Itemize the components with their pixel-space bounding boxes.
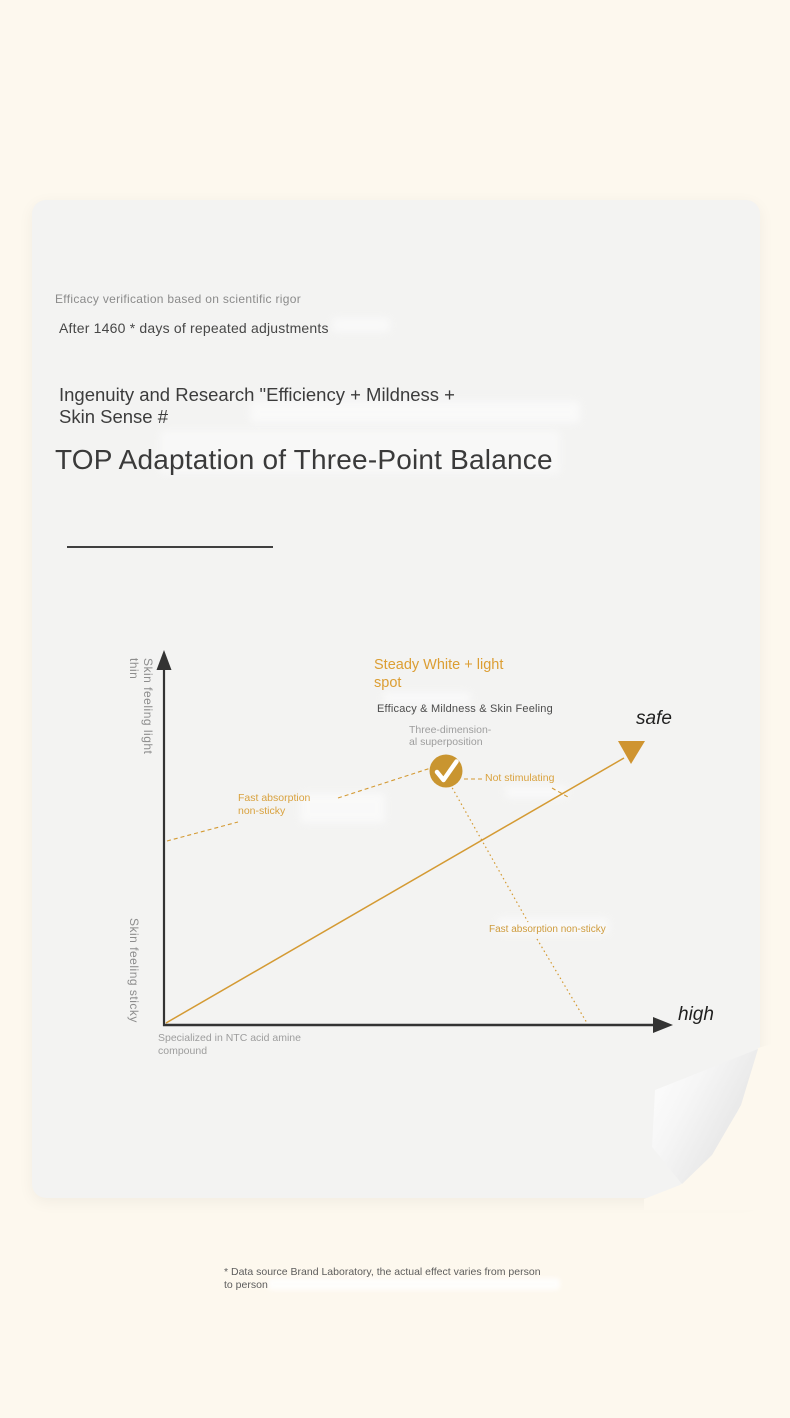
disclaimer-line2: to person — [224, 1279, 268, 1291]
y-axis-label-top-line1: Skin feeling light — [141, 658, 155, 755]
check-circle-marker — [430, 755, 463, 788]
fast-absorption-label-1-line2: non-sticky — [238, 805, 286, 817]
origin-annotation-line2: compound — [158, 1045, 208, 1057]
safe-axis-caption: safe — [636, 708, 672, 729]
three-dimensional-label — [409, 724, 491, 748]
disclaimer-line1: * Data source Brand Laboratory, the actual effect varies from person — [224, 1266, 541, 1278]
efficacy-mildness-label: Efficacy & Mildness & Skin Feeling — [377, 703, 553, 715]
section-heading-line2: Skin Sense # — [59, 406, 169, 427]
fast-absorption-label-1 — [238, 792, 310, 818]
eyebrow-text: Efficacy verification based on scientific rigor — [55, 292, 301, 306]
fast-absorption-dotted-line-lower — [537, 939, 587, 1023]
fast-absorption-label-2: Fast absorption non-sticky — [489, 924, 606, 935]
y-axis-arrow-icon — [157, 650, 172, 670]
section-heading-line1: Ingenuity and Research "Efficiency + Mildness + — [59, 384, 455, 405]
y-axis-label-top-line2: thin — [127, 658, 141, 680]
steady-white-label — [374, 656, 503, 692]
safe-arrow-icon — [618, 741, 645, 764]
steady-white-label-line1: Steady White + light — [374, 657, 504, 673]
chart-canvas — [100, 630, 750, 1090]
safe-trend-line — [166, 758, 624, 1023]
high-axis-caption: high — [678, 1004, 714, 1025]
fast-absorption-dashed-line-left — [167, 822, 238, 841]
origin-annotation — [158, 1032, 301, 1058]
disclaimer-text — [224, 1266, 574, 1292]
three-dimensional-label-line1: Three-dimension- — [409, 724, 492, 736]
page-title: TOP Adaptation of Three-Point Balance — [55, 444, 553, 475]
y-axis-label-bottom: Skin feeling sticky — [127, 918, 141, 1023]
not-stimulating-label: Not stimulating — [485, 772, 555, 784]
y-axis-label-top — [127, 658, 155, 788]
fast-absorption-label-1-line1: Fast absorption — [238, 792, 311, 804]
ghost-text-smudge — [332, 318, 390, 332]
section-heading — [59, 384, 509, 428]
balance-chart — [100, 630, 750, 1090]
title-underline-rule — [67, 546, 273, 548]
x-axis-arrow-icon — [653, 1017, 673, 1033]
steady-white-label-line2: spot — [374, 675, 402, 691]
origin-annotation-line1: Specialized in NTC acid amine — [158, 1032, 301, 1044]
fast-absorption-dotted-line-upper — [450, 784, 528, 922]
three-dimensional-label-line2: al superposition — [409, 736, 483, 748]
fast-absorption-dashed-line-right — [338, 767, 434, 798]
subheading-text: After 1460 * days of repeated adjustments — [59, 320, 329, 336]
